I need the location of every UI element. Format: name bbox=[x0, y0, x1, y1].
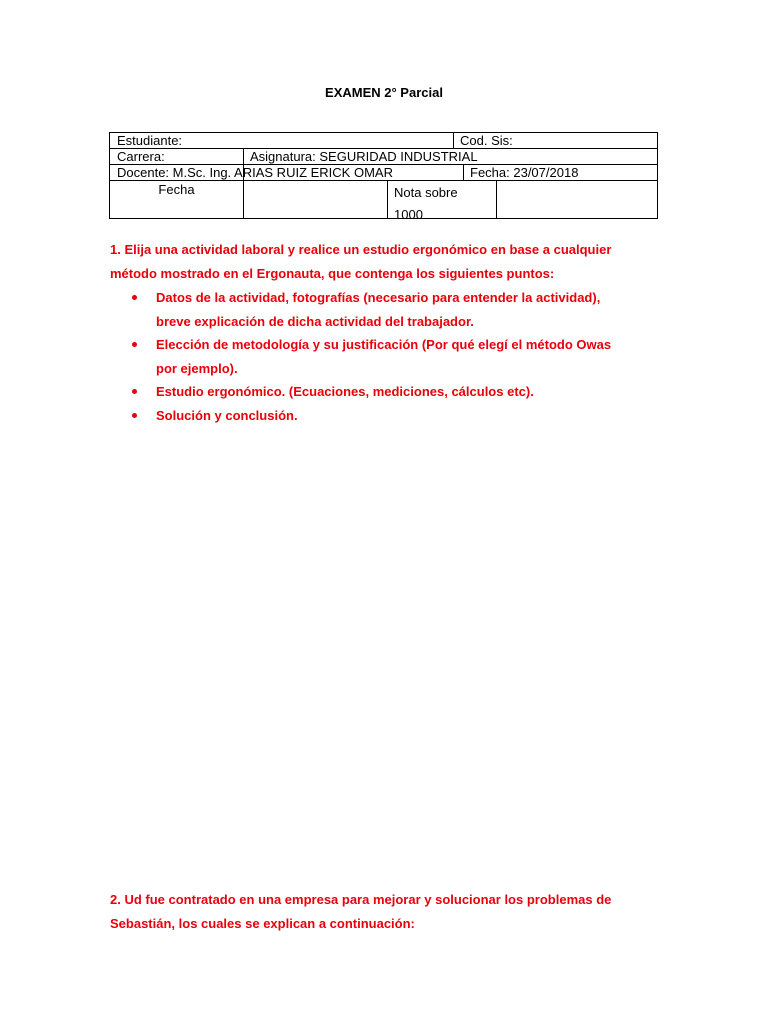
student-info-table bbox=[109, 132, 658, 222]
bullet-icon bbox=[132, 413, 137, 418]
question-2-line-1: 2. Ud fue contratado en una empresa para mejorar y solucionar los problemas de bbox=[110, 892, 612, 907]
estudiante-cell: Estudiante: bbox=[117, 133, 183, 148]
list-item bbox=[110, 286, 670, 333]
list-item bbox=[110, 404, 670, 428]
fecha-examen-cell: Fecha: 23/07/2018 bbox=[470, 165, 579, 180]
bullet-text: Elección de metodología y su justificación (Por qué elegí el método Owas bbox=[156, 337, 612, 352]
bullet-text: Estudio ergonómico. (Ecuaciones, mediciones, cálculos etc). bbox=[156, 384, 534, 399]
question-1-line-2: método mostrado en el Ergonauta, que contenga los siguientes puntos: bbox=[110, 266, 555, 281]
question-1-line-1: 1. Elija una actividad laboral y realice un estudio ergonómico en base a cualquier bbox=[110, 242, 612, 257]
fecha-value-cell bbox=[243, 182, 387, 218]
asignatura-cell: Asignatura: SEGURIDAD INDUSTRIAL bbox=[250, 149, 478, 164]
fecha-label-cell: Fecha bbox=[158, 182, 195, 197]
document-title: EXAMEN 2° Parcial bbox=[325, 85, 443, 100]
bullet-icon bbox=[132, 295, 137, 300]
question-2-line-2: Sebastián, los cuales se explican a continuación: bbox=[110, 916, 415, 931]
nota-label-line-1: Nota sobre bbox=[394, 185, 458, 200]
nota-label-cell bbox=[387, 182, 496, 222]
list-item bbox=[110, 380, 670, 404]
nota-label-line-2: 1000 bbox=[394, 207, 423, 222]
bullet-icon bbox=[132, 342, 137, 347]
question-2 bbox=[110, 888, 660, 936]
bullet-text: por ejemplo). bbox=[156, 360, 238, 376]
bullet-text: Solución y conclusión. bbox=[156, 407, 298, 423]
bullet-text: breve explicación de dicha actividad del trabajador. bbox=[156, 313, 474, 329]
bullet-icon bbox=[132, 389, 137, 394]
table-row-divider bbox=[110, 180, 657, 181]
nota-value-cell bbox=[496, 182, 658, 218]
cod-sis-cell: Cod. Sis: bbox=[460, 133, 513, 148]
docente-cell: Docente: M.Sc. Ing. ARIAS RUIZ ERICK OMAR bbox=[117, 165, 393, 180]
question-1 bbox=[110, 238, 660, 286]
list-item bbox=[110, 333, 670, 380]
question-1-bullet-list bbox=[110, 286, 670, 427]
carrera-cell: Carrera: bbox=[117, 149, 165, 164]
bullet-text: Datos de la actividad, fotografías (necesario para entender la actividad), bbox=[156, 290, 601, 305]
